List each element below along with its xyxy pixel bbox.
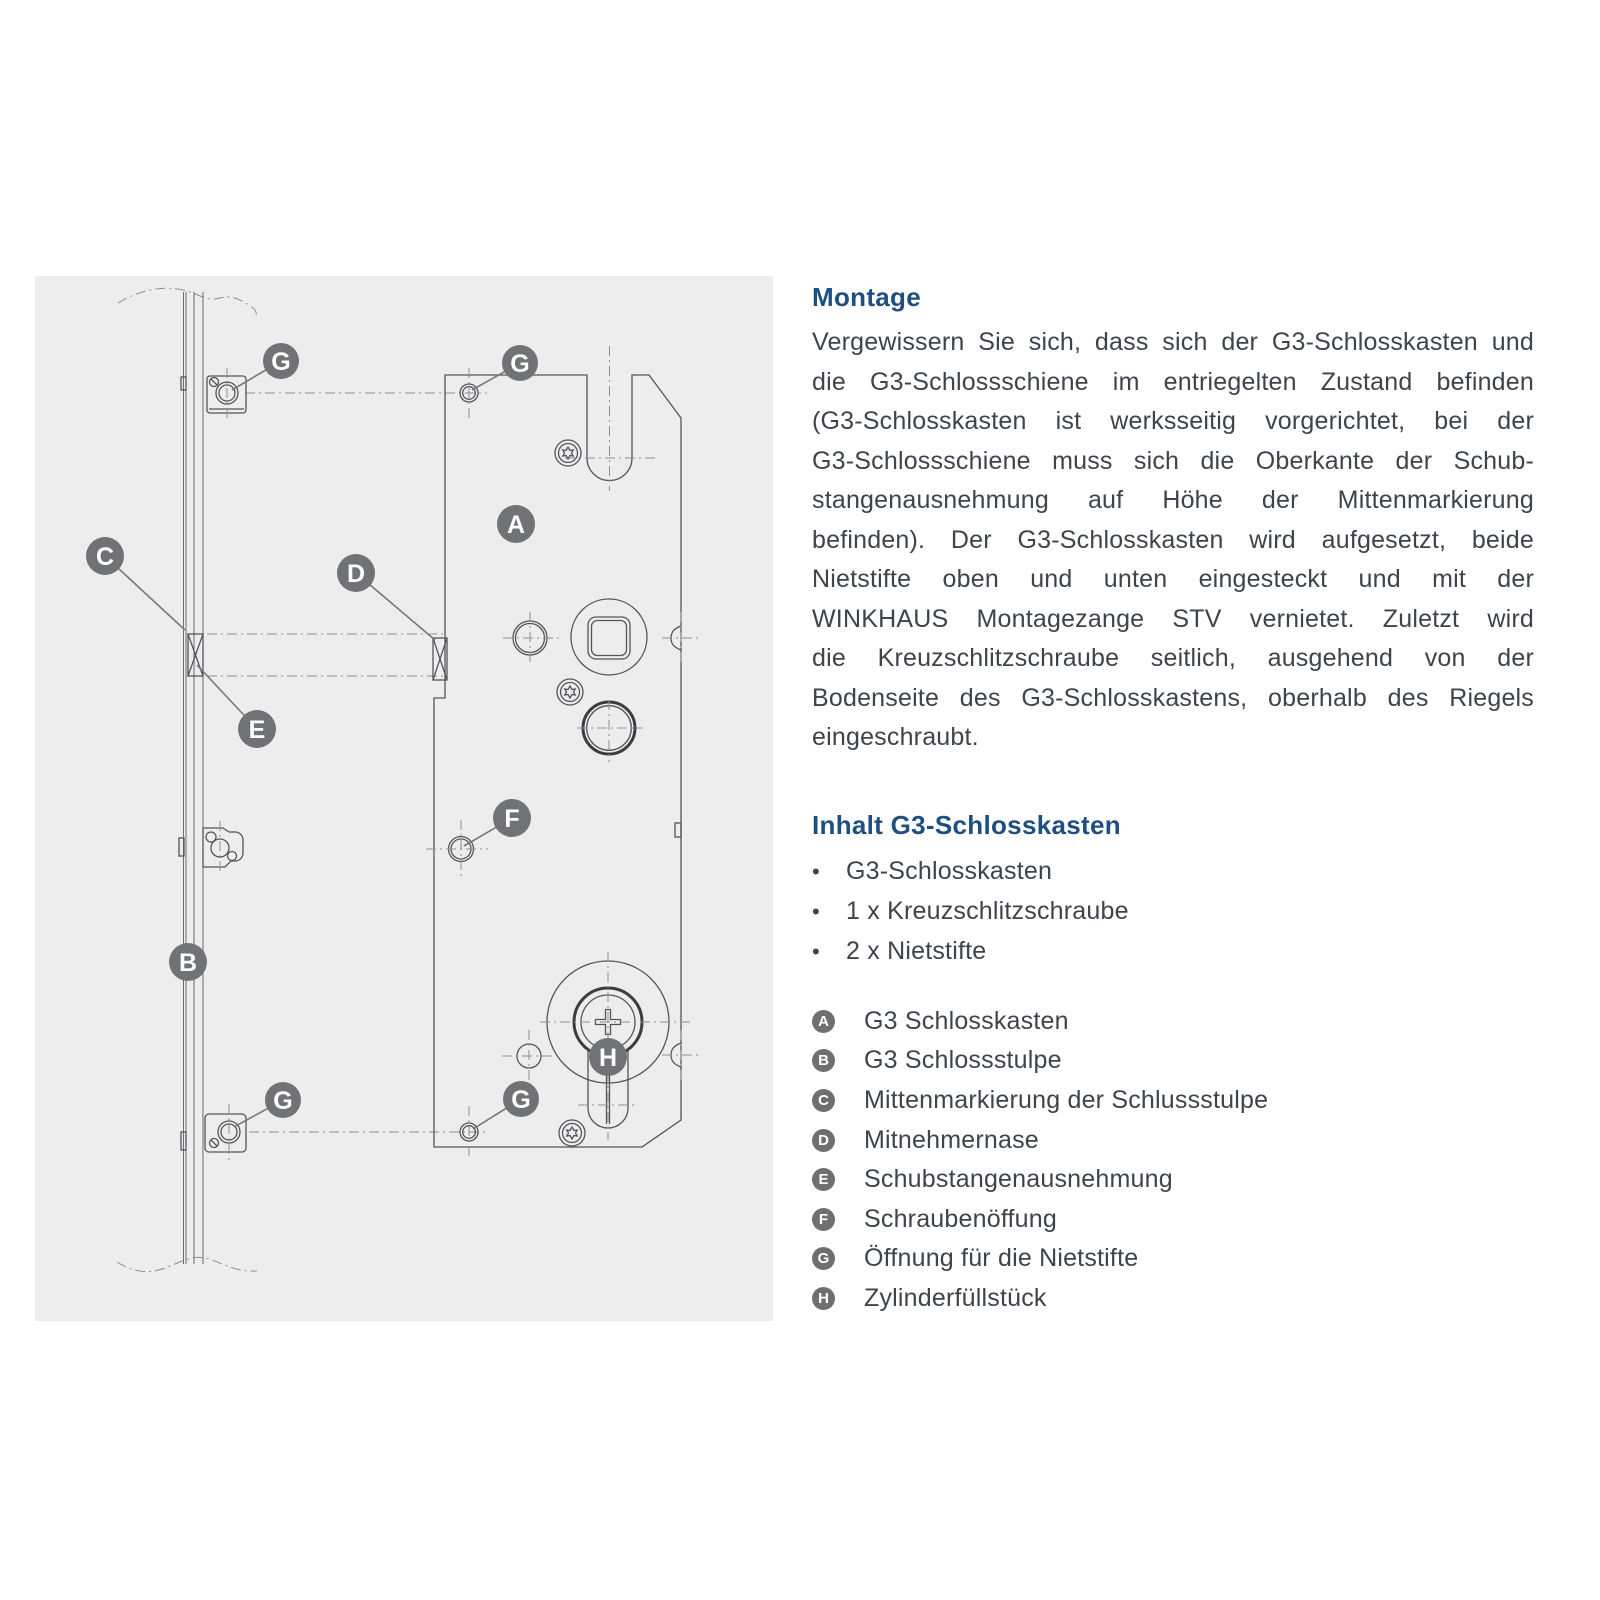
- rivet-bracket-bottom: [181, 1104, 246, 1160]
- paragraph-line: die Kreuzschlitzschraube seitlich, ausgehend von der: [812, 644, 1534, 672]
- legend-label: Mittenmarkierung der Schlussstulpe: [864, 1085, 1269, 1114]
- legend-badge-f: F: [812, 1208, 835, 1231]
- callout-badge-g-top-left: [263, 343, 299, 379]
- torx-screw-bottom: [559, 1120, 585, 1146]
- inhalt-list: [812, 851, 1534, 971]
- legend-row: [812, 1199, 1534, 1239]
- paragraph-line: Nietstifte oben und unten eingesteckt und mit der: [812, 565, 1534, 593]
- rivet-bracket-middle: [179, 821, 243, 875]
- legend-label: Schubstangenausnehmung: [864, 1165, 1173, 1194]
- list-item-label: 2 x Nietstifte: [846, 936, 987, 965]
- callout-badge-g-bottom-right: [503, 1081, 539, 1117]
- spindle-follower: [503, 599, 647, 675]
- legend-row: [812, 1239, 1534, 1279]
- rivet-hole-bottom: [460, 1106, 478, 1160]
- bullet-icon: •: [812, 858, 820, 884]
- break-line-bottom: [117, 1257, 257, 1271]
- legend-label: G3 Schlossstulpe: [864, 1046, 1062, 1075]
- callout-badge-h: [589, 1038, 627, 1076]
- lock-case-outline: [434, 375, 681, 1147]
- legend-badge-d: D: [812, 1129, 835, 1152]
- legend-label: Zylinderfüllstück: [864, 1283, 1047, 1312]
- legend-badge-b: B: [812, 1049, 835, 1072]
- callout-badge-d: [337, 554, 375, 592]
- break-line-top: [118, 288, 256, 318]
- svg-text:G: G: [511, 1086, 531, 1114]
- legend-label: Mitnehmernase: [864, 1125, 1039, 1154]
- lock-rail: [184, 292, 204, 1264]
- legend-row: [812, 1081, 1534, 1121]
- svg-text:E: E: [248, 716, 266, 744]
- list-item-label: G3-Schlosskasten: [846, 856, 1053, 885]
- callout-leaders: [105, 361, 521, 1129]
- legend-badge-g: G: [812, 1247, 835, 1270]
- bullet-icon: •: [812, 938, 820, 964]
- rivet-hole-top: [460, 368, 478, 420]
- paragraph-line: G3-Schlossschiene muss sich die Oberkante der Schub-: [812, 446, 1534, 475]
- montage-paragraph: [812, 323, 1534, 758]
- callout-badge-c: [86, 537, 124, 575]
- pin-hole: [502, 1030, 556, 1083]
- list-item: [812, 931, 1534, 971]
- svg-text:H: H: [598, 1044, 618, 1072]
- legend: [812, 1002, 1534, 1319]
- paragraph-line: (G3-Schlosskasten ist werksseitig vorgerichtet, bei der: [812, 407, 1534, 435]
- edge-detent-upper: [662, 612, 700, 664]
- svg-text:F: F: [504, 805, 520, 833]
- callout-badge-b: [169, 943, 207, 981]
- legend-label: Öffnung für die Nietstifte: [864, 1244, 1139, 1273]
- paragraph-line: WINKHAUS Montagezange STV vernietet. Zuletzt wird: [812, 604, 1534, 633]
- text-column: [812, 282, 1534, 1318]
- montage-heading: Montage: [812, 282, 921, 312]
- paragraph-line: befinden). Der G3-Schlosskasten wird aufgesetzt, beide: [812, 525, 1534, 554]
- paragraph-line: Bodenseite des G3-Schlosskastens, oberhalb des Riegels: [812, 683, 1534, 712]
- edge-slot: [675, 823, 681, 837]
- legend-row: [812, 1120, 1534, 1160]
- paragraph-line: stangenausnehmung auf Höhe der Mittenmarkierung: [812, 486, 1534, 514]
- svg-text:A: A: [506, 511, 526, 539]
- paragraph-line: Vergewissern Sie sich, dass sich der G3-Schlosskasten und: [812, 328, 1534, 356]
- legend-badge-e: E: [812, 1168, 835, 1191]
- bullet-icon: •: [812, 898, 820, 924]
- svg-text:B: B: [178, 949, 198, 977]
- list-item: [812, 891, 1534, 931]
- paragraph-line: eingeschraubt.: [812, 723, 979, 751]
- legend-badge-c: C: [812, 1089, 835, 1112]
- screw-opening: [426, 820, 488, 879]
- callout-badge-e: [238, 710, 276, 748]
- legend-label: G3 Schlosskasten: [864, 1006, 1069, 1035]
- legend-label: Schraubenöffung: [864, 1204, 1057, 1233]
- paragraph-line: die G3-Schlossschiene im entriegelten Zustand befinden: [812, 367, 1534, 396]
- legend-row: [812, 1160, 1534, 1200]
- svg-text:D: D: [346, 560, 366, 588]
- list-item: [812, 851, 1534, 891]
- svg-text:G: G: [271, 348, 291, 376]
- svg-text:C: C: [95, 543, 115, 571]
- edge-detent-lower: [662, 1030, 700, 1080]
- callout-badge-g-bottom-left: [265, 1082, 301, 1118]
- inhalt-heading: Inhalt G3-Schlosskasten: [812, 809, 1121, 840]
- legend-row: [812, 1041, 1534, 1081]
- callout-badge-a: [497, 505, 535, 543]
- torx-screw-top: [555, 440, 581, 466]
- legend-row: [812, 1279, 1534, 1319]
- torx-screw-middle: [557, 679, 583, 705]
- callout-badge-g-top-right: [502, 345, 538, 381]
- legend-row: [812, 1002, 1534, 1042]
- svg-text:G: G: [273, 1087, 293, 1115]
- g3-lock-diagram: [35, 276, 773, 1321]
- svg-text:G: G: [510, 350, 530, 378]
- legend-badge-a: A: [812, 1010, 835, 1033]
- legend-badge-h: H: [812, 1287, 835, 1310]
- callout-badge-f: [493, 799, 531, 837]
- latch-hole: [577, 700, 643, 762]
- list-item-label: 1 x Kreuzschlitzschraube: [846, 896, 1129, 925]
- diagram-panel: [35, 276, 773, 1321]
- rivet-bracket-top: [181, 368, 246, 421]
